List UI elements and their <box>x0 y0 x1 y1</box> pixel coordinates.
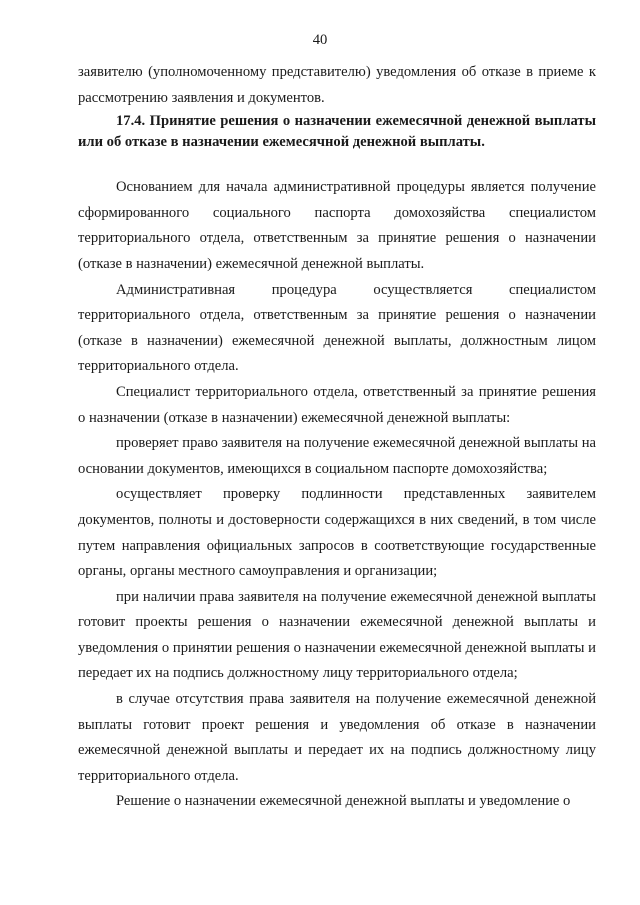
body-text <box>78 60 596 815</box>
paragraph-if-not-entitled: в случае отсутствия права заявителя на получение ежемесячной денежной выплаты готовит проект решения и уведомления об отказе в назначении ежемесячной денежной выплаты и передает их на подпись должностному лицу территориального отдела. <box>78 691 596 784</box>
paragraph-basis: Основанием для начала административной процедуры является получение сформированного социального паспорта домохозяйства специалистом территориального отдела, ответственным за принятие решения о назначении (отказе в назначении) ежемесячной денежной выплаты. <box>78 179 596 272</box>
paragraph-checks-right: проверяет право заявителя на получение ежемесячной денежной выплаты на основании документов, имеющихся в социальном паспорте домохозяйства; <box>78 435 596 477</box>
paragraph-if-entitled: при наличии права заявителя на получение ежемесячной денежной выплаты готовит проекты решения о назначении ежемесячной денежной выплаты и уведомления о принятии решения о назначении ежемесячной денежной выплаты и передает их на подпись должностному лицу территориального отдела; <box>78 588 596 682</box>
paragraph-decision: Решение о назначении ежемесячной денежной выплаты и уведомление о <box>116 793 571 810</box>
paragraph-continuation: заявителю (уполномоченному представителю) уведомления об отказе в приеме к рассмотрению заявления и документов. <box>78 64 596 106</box>
paragraph-verification: осуществляет проверку подлинности представленных заявителем документов, полноты и достоверности содержащихся в них сведений, в том числе путем направления официальных запросов в соответствующие государственные органы, органы местного самоуправления и организации; <box>78 486 596 580</box>
page-number: 40 <box>312 32 328 48</box>
section-heading: 17.4. Принятие решения о назначении ежемесячной денежной выплаты или об отказе в назначении ежемесячной денежной выплаты. <box>78 113 596 151</box>
paragraph-specialist: Специалист территориального отдела, ответственный за принятие решения о назначении (отказе в назначении) ежемесячной денежной выплаты: <box>78 383 596 426</box>
paragraph-procedure: Административная процедура осуществляется специалистом территориального отдела, ответственным за принятие решения о назначении (отказе в назначении) ежемесячной денежной выплаты, должностным лицом территориального отдела. <box>78 281 596 375</box>
